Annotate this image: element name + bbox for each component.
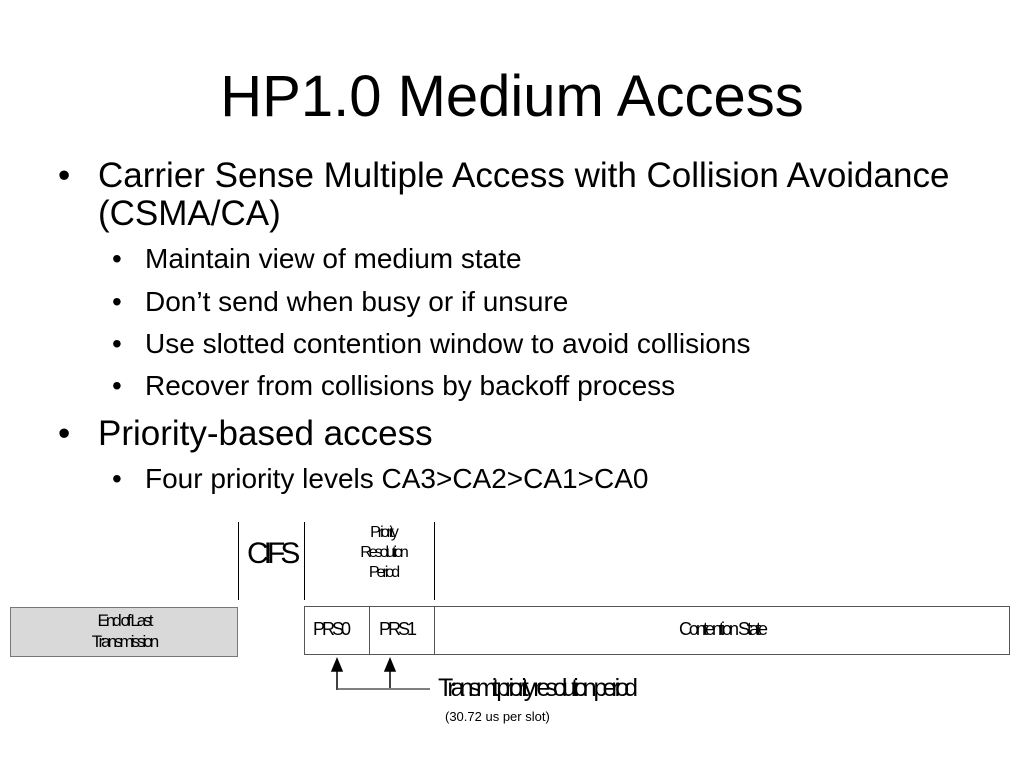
cifs-end-line — [304, 522, 305, 600]
prp-label-line: Resolution — [360, 544, 406, 561]
bullet-glyph: • — [112, 243, 122, 274]
bullet-glyph: • — [112, 370, 122, 401]
prp-label-line: Priority — [370, 524, 396, 541]
contention-state-box — [434, 606, 1010, 655]
slot-duration-note: (30.72 us per slot) — [445, 709, 550, 724]
cifs-label: CIFS — [247, 537, 296, 570]
bullet-text: Don’t send when busy or if unsure — [145, 286, 569, 317]
sub-bullet-item — [112, 327, 992, 361]
sub-bullet-item — [112, 242, 992, 276]
bullet-glyph: • — [112, 286, 122, 317]
transmit-prp-label: Transmit priority resolution period — [438, 674, 634, 702]
end-of-transmission-label — [11, 610, 237, 652]
bullet-glyph: • — [58, 414, 71, 453]
bullet-item — [58, 157, 958, 233]
prp-label — [318, 523, 448, 583]
prp-label-line: Period — [368, 564, 398, 581]
bullet-text: Use slotted contention window to avoid collisions — [145, 328, 751, 359]
end-of-transmission-box — [10, 607, 238, 657]
arrow-prs1-head — [385, 659, 395, 671]
arrow-prs0-head — [332, 659, 342, 671]
sub-bullet-item — [112, 285, 992, 319]
prs0-slot-box — [304, 606, 370, 655]
bullet-text: Priority-based access — [98, 414, 433, 453]
prs1-slot-box — [369, 606, 435, 655]
slide-title: HP1.0 Medium Access — [220, 64, 804, 129]
end-label-line: End of Last — [97, 611, 151, 630]
prs1-label: PRS1 — [379, 619, 415, 639]
sub-bullet-item — [112, 369, 992, 403]
bullet-text: Four priority levels CA3>CA2>CA1>CA0 — [145, 463, 649, 494]
bullet-text: Recover from collisions by backoff process — [145, 370, 676, 401]
sub-bullet-item — [112, 462, 992, 496]
bullet-glyph: • — [112, 328, 122, 359]
bullet-text: Carrier Sense Multiple Access with Collision Avoidance (CSMA/CA) — [98, 156, 950, 233]
end-label-line: Transmission — [91, 632, 157, 651]
bullet-text: Maintain view of medium state — [145, 243, 522, 274]
cifs-start-line — [238, 522, 239, 600]
prs0-label: PRS0 — [313, 619, 349, 639]
bullet-item — [58, 415, 958, 453]
timing-diagram — [0, 515, 1024, 755]
priority-arrows — [320, 655, 440, 715]
bullet-glyph: • — [58, 156, 71, 195]
contention-state-label: Contention State — [678, 619, 766, 639]
bullet-glyph: • — [112, 463, 122, 494]
